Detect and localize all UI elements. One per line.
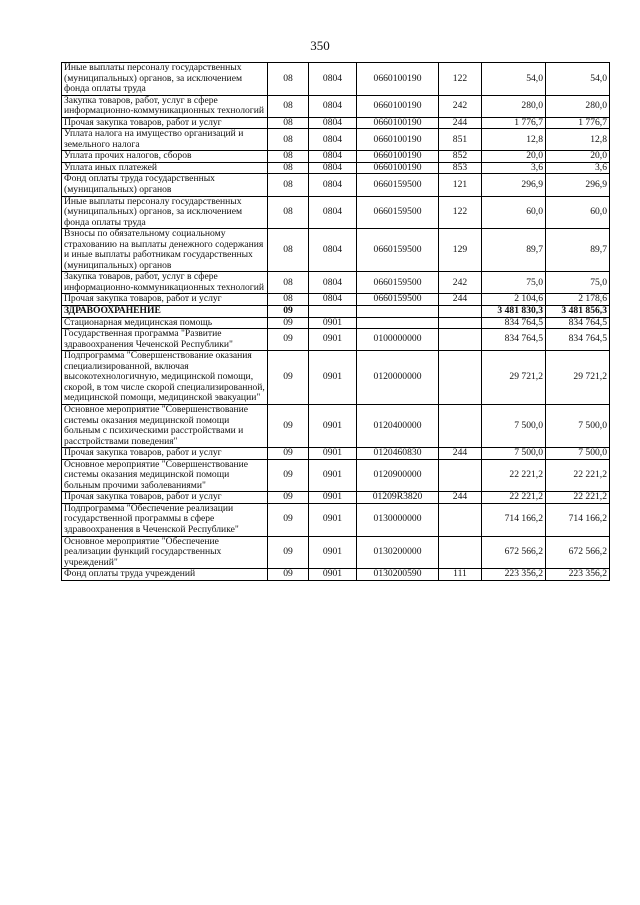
table-row [62,536,610,569]
table-row [62,306,610,318]
expense-name-cell: Прочая закупка товаров, работ и услуг [62,117,268,129]
expense-name-cell: Государственная программа "Развитие здравоохранения Чеченской Республики" [62,329,268,351]
amount-cell-1: 834 764,5 [482,329,546,351]
amount-cell-2: 22 221,2 [546,459,610,492]
table-row [62,196,610,229]
amount-cell-2: 1 776,7 [546,117,610,129]
amount-cell-1: 3,6 [482,162,546,174]
target-article-cell: 0660100190 [357,95,439,117]
subsection-code-cell [309,306,357,318]
section-code-cell: 08 [268,272,309,294]
target-article-cell: 0660100190 [357,162,439,174]
target-article-cell: 0660159500 [357,196,439,229]
section-code-cell: 08 [268,151,309,163]
table-row [62,63,610,96]
expense-type-cell: 244 [439,492,482,504]
table-row [62,151,610,163]
amount-cell-1: 3 481 830,3 [482,306,546,318]
subsection-code-cell: 0901 [309,503,357,536]
target-article-cell: 0120000000 [357,351,439,405]
expense-name-cell: Основное мероприятие "Совершенствование системы оказания медицинской помощи больным с психическими расстройствами и расстройствами поведения" [62,404,268,447]
section-code-cell: 09 [268,448,309,460]
section-code-cell: 09 [268,492,309,504]
expense-type-cell [439,404,482,447]
expense-type-cell: 242 [439,95,482,117]
expense-type-cell: 852 [439,151,482,163]
section-code-cell: 08 [268,294,309,306]
section-code-cell: 09 [268,569,309,581]
expense-type-cell: 853 [439,162,482,174]
target-article-cell: 0120460830 [357,448,439,460]
expense-name-cell: Закупка товаров, работ, услуг в сфере информационно-коммуникационных технологий [62,272,268,294]
expense-type-cell: 122 [439,196,482,229]
target-article-cell: 0660159500 [357,272,439,294]
expense-type-cell: 121 [439,174,482,196]
table-row [62,162,610,174]
target-article-cell: 0660100190 [357,129,439,151]
expense-type-cell [439,503,482,536]
table-row [62,492,610,504]
amount-cell-2: 12,8 [546,129,610,151]
expense-type-cell: 122 [439,63,482,96]
subsection-code-cell: 0804 [309,294,357,306]
amount-cell-1: 672 566,2 [482,536,546,569]
table-row [62,95,610,117]
table-row [62,404,610,447]
amount-cell-1: 29 721,2 [482,351,546,405]
amount-cell-1: 89,7 [482,229,546,272]
target-article-cell [357,317,439,329]
table-row [62,329,610,351]
table-row [62,503,610,536]
expense-type-cell: 244 [439,294,482,306]
amount-cell-2: 54,0 [546,63,610,96]
amount-cell-1: 296,9 [482,174,546,196]
expense-name-cell: Основное мероприятие "Совершенствование системы оказания медицинской помощи больным прочими заболеваниями" [62,459,268,492]
amount-cell-1: 1 776,7 [482,117,546,129]
table-row [62,229,610,272]
amount-cell-1: 714 166,2 [482,503,546,536]
target-article-cell: 0130200000 [357,536,439,569]
target-article-cell: 0660159500 [357,229,439,272]
subsection-code-cell: 0901 [309,492,357,504]
expense-type-cell: 129 [439,229,482,272]
subsection-code-cell: 0901 [309,448,357,460]
target-article-cell: 0660100190 [357,63,439,96]
subsection-code-cell: 0804 [309,117,357,129]
expense-name-cell: Прочая закупка товаров, работ и услуг [62,492,268,504]
amount-cell-2: 834 764,5 [546,329,610,351]
expense-name-cell: Закупка товаров, работ, услуг в сфере информационно-коммуникационных технологий [62,95,268,117]
amount-cell-2: 672 566,2 [546,536,610,569]
target-article-cell: 0100000000 [357,329,439,351]
amount-cell-2: 223 356,2 [546,569,610,581]
target-article-cell: 0660100190 [357,117,439,129]
expense-type-cell: 851 [439,129,482,151]
amount-cell-2: 7 500,0 [546,448,610,460]
expense-name-cell: Подпрограмма "Обеспечение реализации государственной программы в сфере здравоохранения в Чеченской Республике" [62,503,268,536]
subsection-code-cell: 0804 [309,229,357,272]
amount-cell-2: 2 178,6 [546,294,610,306]
expense-name-cell: Основное мероприятие "Обеспечение реализации функций государственных учреждений" [62,536,268,569]
table-row [62,351,610,405]
amount-cell-2: 29 721,2 [546,351,610,405]
target-article-cell: 0660159500 [357,294,439,306]
expense-name-cell: Иные выплаты персоналу государственных (муниципальных) органов, за исключением фонда оплаты труда [62,196,268,229]
section-code-cell: 08 [268,95,309,117]
amount-cell-1: 22 221,2 [482,492,546,504]
amount-cell-2: 280,0 [546,95,610,117]
section-code-cell: 09 [268,404,309,447]
expense-type-cell: 244 [439,117,482,129]
target-article-cell: 0130200590 [357,569,439,581]
section-code-cell: 09 [268,503,309,536]
subsection-code-cell: 0901 [309,351,357,405]
amount-cell-2: 7 500,0 [546,404,610,447]
table-row [62,317,610,329]
amount-cell-1: 22 221,2 [482,459,546,492]
section-code-cell: 08 [268,196,309,229]
table-row [62,272,610,294]
expense-type-cell [439,351,482,405]
section-code-cell: 08 [268,63,309,96]
expense-type-cell [439,536,482,569]
target-article-cell: 0660100190 [357,151,439,163]
expense-name-cell: Фонд оплаты труда государственных (муниципальных) органов [62,174,268,196]
expense-type-cell [439,459,482,492]
subsection-code-cell: 0804 [309,63,357,96]
amount-cell-1: 280,0 [482,95,546,117]
section-code-cell: 08 [268,117,309,129]
amount-cell-2: 75,0 [546,272,610,294]
amount-cell-1: 60,0 [482,196,546,229]
subsection-code-cell: 0901 [309,536,357,569]
amount-cell-2: 60,0 [546,196,610,229]
subsection-code-cell: 0901 [309,404,357,447]
target-article-cell: 0130000000 [357,503,439,536]
expense-name-cell: Уплата налога на имущество организаций и земельного налога [62,129,268,151]
expense-type-cell [439,306,482,318]
section-code-cell: 08 [268,129,309,151]
table-row [62,569,610,581]
target-article-cell: 01209R3820 [357,492,439,504]
amount-cell-2: 20,0 [546,151,610,163]
expense-name-cell: Иные выплаты персоналу государственных (муниципальных) органов, за исключением фонда оплаты труда [62,63,268,96]
amount-cell-2: 22 221,2 [546,492,610,504]
expense-name-cell: Прочая закупка товаров, работ и услуг [62,448,268,460]
expense-name-cell: Стационарная медицинская помощь [62,317,268,329]
page-number: 350 [310,38,330,53]
table-row [62,129,610,151]
amount-cell-1: 12,8 [482,129,546,151]
section-code-cell: 08 [268,162,309,174]
expense-name-cell: Фонд оплаты труда учреждений [62,569,268,581]
subsection-code-cell: 0804 [309,129,357,151]
section-code-cell: 09 [268,306,309,318]
amount-cell-2: 834 764,5 [546,317,610,329]
expense-type-cell [439,317,482,329]
section-code-cell: 08 [268,174,309,196]
amount-cell-2: 714 166,2 [546,503,610,536]
table-row [62,448,610,460]
amount-cell-1: 834 764,5 [482,317,546,329]
subsection-code-cell: 0804 [309,162,357,174]
expense-name-cell: Взносы по обязательному социальному страхованию на выплаты денежного содержания и иные выплаты работникам государственных (муниципальных) органов [62,229,268,272]
amount-cell-1: 223 356,2 [482,569,546,581]
section-code-cell: 09 [268,329,309,351]
expense-type-cell: 242 [439,272,482,294]
section-code-cell: 09 [268,459,309,492]
expense-name-cell: Подпрограмма "Совершенствование оказания специализированной, включая высокотехнологичную, медицинской помощи, скорой, в том числе скорой специализированной, медицинской помощи, медицинской эвакуации" [62,351,268,405]
amount-cell-1: 54,0 [482,63,546,96]
subsection-code-cell: 0901 [309,569,357,581]
amount-cell-2: 89,7 [546,229,610,272]
table-row [62,117,610,129]
target-article-cell: 0120900000 [357,459,439,492]
amount-cell-1: 75,0 [482,272,546,294]
target-article-cell [357,306,439,318]
amount-cell-1: 7 500,0 [482,404,546,447]
amount-cell-1: 7 500,0 [482,448,546,460]
subsection-code-cell: 0804 [309,151,357,163]
table-row [62,294,610,306]
subsection-code-cell: 0901 [309,317,357,329]
expense-type-cell: 244 [439,448,482,460]
subsection-code-cell: 0804 [309,196,357,229]
section-code-cell: 08 [268,229,309,272]
section-code-cell: 09 [268,317,309,329]
table-body [62,63,610,581]
amount-cell-2: 3 481 856,3 [546,306,610,318]
expense-name-cell: Уплата прочих налогов, сборов [62,151,268,163]
expense-name-cell: Прочая закупка товаров, работ и услуг [62,294,268,306]
amount-cell-2: 3,6 [546,162,610,174]
expense-type-cell: 111 [439,569,482,581]
section-code-cell: 09 [268,536,309,569]
expense-name-cell: ЗДРАВООХРАНЕНИЕ [62,306,268,318]
expense-name-cell: Уплата иных платежей [62,162,268,174]
table-row [62,459,610,492]
amount-cell-1: 20,0 [482,151,546,163]
target-article-cell: 0120400000 [357,404,439,447]
subsection-code-cell: 0901 [309,329,357,351]
subsection-code-cell: 0804 [309,174,357,196]
budget-table [61,62,610,581]
subsection-code-cell: 0804 [309,272,357,294]
table-row [62,174,610,196]
amount-cell-2: 296,9 [546,174,610,196]
expense-type-cell [439,329,482,351]
target-article-cell: 0660159500 [357,174,439,196]
subsection-code-cell: 0901 [309,459,357,492]
amount-cell-1: 2 104,6 [482,294,546,306]
section-code-cell: 09 [268,351,309,405]
subsection-code-cell: 0804 [309,95,357,117]
